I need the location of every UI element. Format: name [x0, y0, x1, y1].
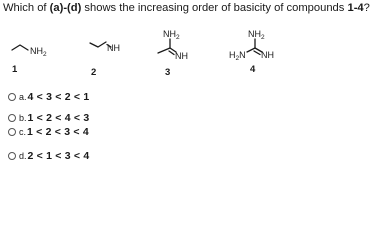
compound-4-label: 4 [250, 64, 256, 75]
compound-4-nh: NH [261, 50, 274, 60]
question-compounds-ref: 1-4 [347, 2, 364, 14]
option-b-text: 1 < 2 < 4 < 3 [27, 112, 90, 124]
option-a-text: 4 < 3 < 2 < 1 [27, 91, 90, 103]
compound-2-label: 2 [91, 67, 97, 78]
compound-2-chain [90, 42, 106, 47]
option-d-letter: d. [19, 151, 27, 161]
compound-2 [90, 42, 120, 78]
compound-4 [229, 29, 274, 75]
compound-4-nh2: $NH_2$ [248, 29, 265, 41]
question-pre: Which of [3, 2, 50, 14]
compound-4-imine-bond-2 [254, 51, 260, 55]
structures-svg [0, 20, 350, 82]
option-a[interactable] [8, 90, 89, 104]
option-c[interactable] [8, 125, 89, 139]
option-a-letter: a. [19, 92, 27, 102]
compound-1-chain [12, 45, 28, 50]
compound-1 [12, 45, 47, 75]
option-c-text: 1 < 2 < 3 < 4 [27, 126, 89, 138]
question-options-ref: (a)-(d) [49, 2, 82, 14]
compound-1-label: 1 [12, 64, 18, 75]
option-c-radio[interactable] [8, 128, 16, 136]
option-c-letter: c. [19, 127, 27, 137]
option-b-letter: b. [19, 113, 27, 123]
compound-3-label: 3 [165, 67, 171, 78]
option-b-radio[interactable] [8, 114, 16, 122]
compound-1-nh2: $NH_2$ [30, 46, 47, 58]
compound-4-h2n: $H_2N$ [229, 50, 246, 62]
compound-3-methyl-bond [158, 48, 170, 53]
question-text [3, 1, 370, 15]
option-d[interactable] [8, 149, 89, 163]
compound-3-imine-bond-2 [169, 51, 174, 55]
compound-structures [0, 20, 350, 82]
option-a-radio[interactable] [8, 93, 16, 101]
compound-2-nh: NH [107, 43, 120, 53]
compound-3-nh: NH [175, 51, 188, 61]
question-mid: shows the increasing order of basicity of compounds [81, 2, 348, 14]
option-d-text: 2 < 1 < 3 < 4 [27, 150, 90, 162]
compound-3 [158, 29, 188, 78]
option-b[interactable] [8, 111, 89, 125]
compound-3-nh2: $NH_2$ [163, 29, 180, 41]
option-d-radio[interactable] [8, 152, 16, 160]
question-post: ? [363, 2, 370, 14]
